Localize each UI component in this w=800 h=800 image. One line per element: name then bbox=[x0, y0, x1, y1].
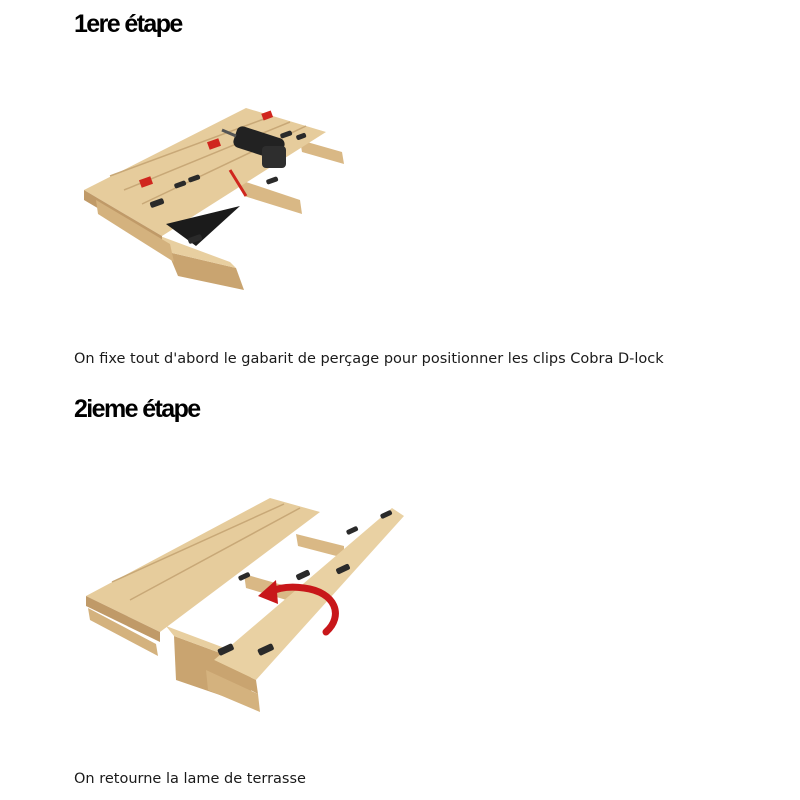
clip bbox=[295, 569, 310, 580]
step-1-title: 1ere étape bbox=[74, 10, 182, 38]
step-1-caption: On fixe tout d'abord le gabarit de perçage pour positionner les clips Cobra D-lock bbox=[74, 351, 664, 367]
joist-middle bbox=[240, 180, 302, 214]
joist-back bbox=[296, 534, 344, 558]
step-2-illustration bbox=[0, 430, 800, 750]
drill-handle bbox=[262, 146, 286, 168]
step-1-illustration bbox=[0, 60, 800, 340]
step-2-caption: On retourne la lame de terrasse bbox=[74, 771, 306, 787]
step-2-title: 2ieme étape bbox=[74, 395, 200, 423]
clip bbox=[266, 176, 279, 185]
clip bbox=[346, 526, 359, 536]
